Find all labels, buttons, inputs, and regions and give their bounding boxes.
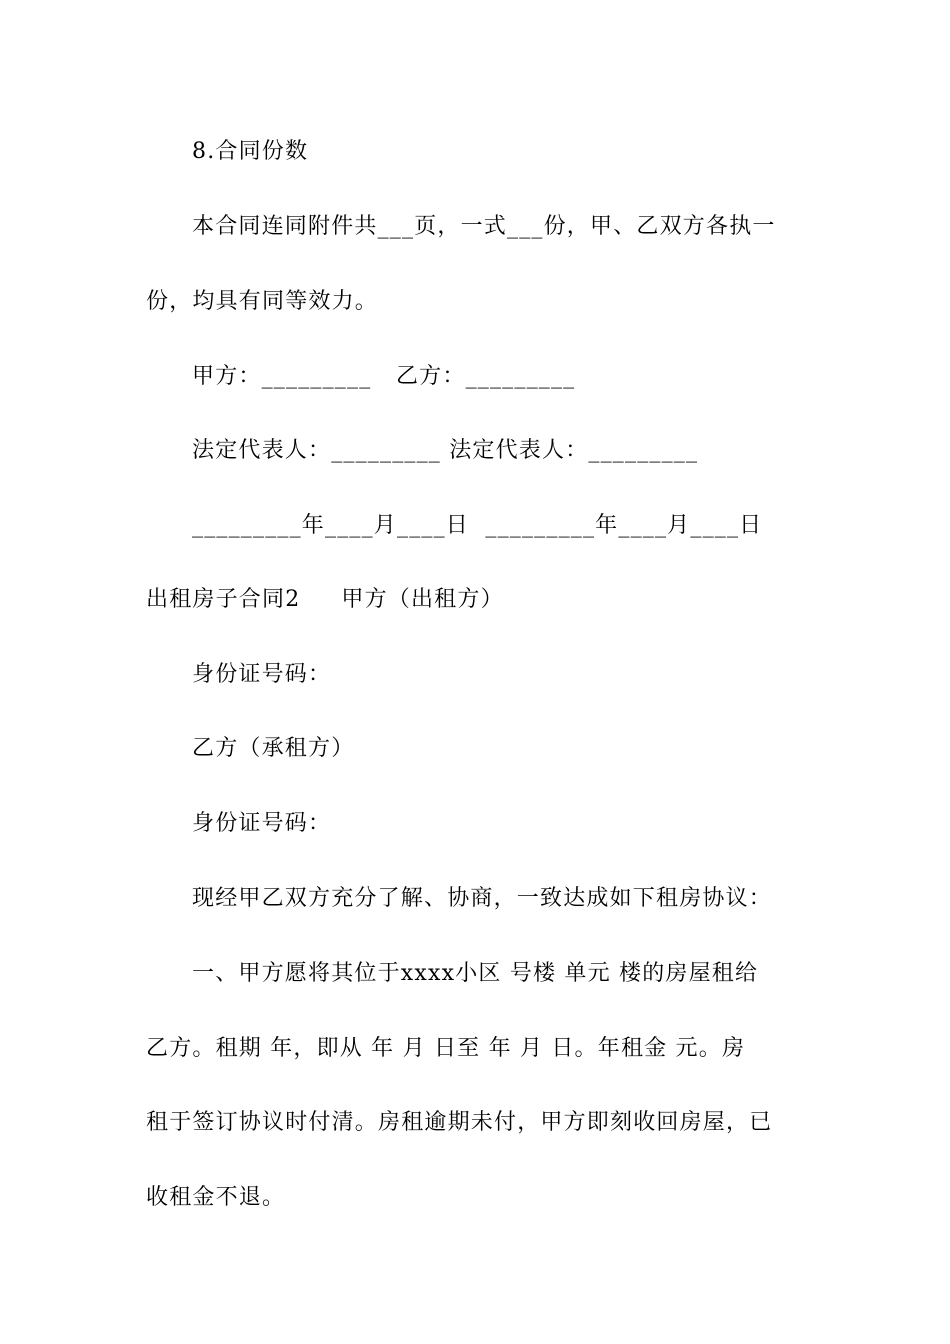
signature-parties-line: 甲方：_________ 乙方：_________	[192, 364, 576, 389]
section-heading-copies: 8.合同份数	[192, 139, 309, 164]
id-number-line: 身份证号码：	[192, 811, 332, 836]
agreement-intro-line: 现经甲乙双方充分了解、协商，一致达成如下租房协议：	[192, 886, 773, 911]
id-number-line: 身份证号码：	[192, 662, 332, 687]
paragraph-line: 份，均具有同等效力。	[146, 289, 379, 314]
party-b-line: 乙方（承租方）	[192, 736, 355, 761]
contract-title-line: 出租房子合同2 甲方（出租方）	[146, 587, 504, 612]
paragraph-line: 本合同连同附件共___页，一式___份，甲、乙双方各执一	[192, 214, 776, 239]
signature-date-line: _________年____月____日 _________年____月____日	[192, 513, 763, 538]
clause-one-line: 乙方。租期 年，即从 年 月 日至 年 月 日。年租金 元。房	[146, 1036, 746, 1061]
legal-representative-line: 法定代表人：_________ 法定代表人：_________	[192, 438, 699, 463]
clause-one-line: 租于签订协议时付清。房租逾期未付，甲方即刻收回房屋，已	[146, 1110, 773, 1135]
clause-one-line: 一、甲方愿将其位于xxxx小区 号楼 单元 楼的房屋租给	[192, 961, 759, 986]
clause-one-line: 收租金不退。	[146, 1185, 286, 1210]
